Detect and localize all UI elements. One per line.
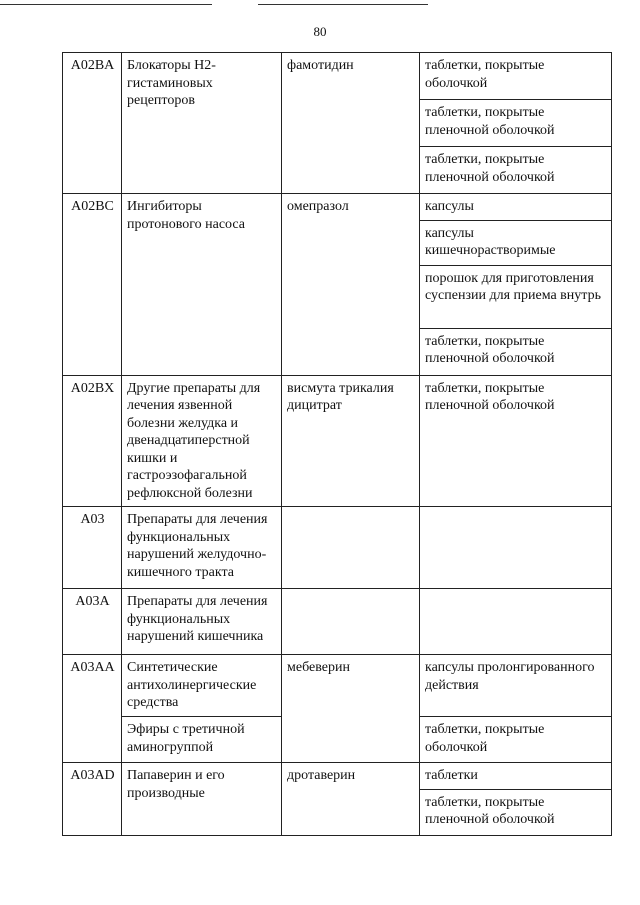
atc-group: Препараты для лечения функциональных нарушений желудочно-кишечного тракта <box>122 507 282 589</box>
atc-code: A03AD <box>63 763 122 836</box>
atc-group: Синтетические антихолинергические средства <box>122 655 282 717</box>
table-row <box>63 53 612 100</box>
atc-group: Ингибиторы протонового насоса <box>122 194 282 376</box>
drug-name: висмута трикалия дицитрат <box>282 375 420 507</box>
atc-group: Блокаторы Н2-гистаминовых рецепторов <box>122 53 282 194</box>
page-number: 80 <box>313 24 327 39</box>
dosage-form: таблетки, покрытые пленочной оболочкой <box>420 147 612 194</box>
atc-group: Препараты для лечения функциональных нарушений кишечника <box>122 589 282 655</box>
dosage-form <box>420 507 612 589</box>
table-row <box>63 507 612 589</box>
atc-code: A02BC <box>63 194 122 376</box>
dosage-form: таблетки, покрытые пленочной оболочкой <box>420 328 612 375</box>
dosage-form: капсулы кишечнорастворимые <box>420 220 612 265</box>
dosage-form: таблетки, покрытые пленочной оболочкой <box>420 789 612 835</box>
drug-name: фамотидин <box>282 53 420 194</box>
atc-code: A03 <box>63 507 122 589</box>
atc-code: A03AA <box>63 655 122 763</box>
atc-group: Папаверин и его производные <box>122 763 282 836</box>
dosage-form: таблетки, покрытые оболочкой <box>420 717 612 763</box>
atc-group: Эфиры с третичной аминогруппой <box>122 717 282 763</box>
atc-code: A02BX <box>63 375 122 507</box>
drug-name: омепразол <box>282 194 420 376</box>
dosage-form: таблетки, покрытые пленочной оболочкой <box>420 100 612 147</box>
table-row <box>63 763 612 790</box>
dosage-form <box>420 589 612 655</box>
table-row <box>63 589 612 655</box>
table-row <box>63 655 612 717</box>
drug-table <box>62 52 612 836</box>
drug-name <box>282 507 420 589</box>
drug-name <box>282 589 420 655</box>
table-row <box>63 375 612 507</box>
dosage-form: таблетки, покрытые пленочной оболочкой <box>420 375 612 507</box>
atc-code: A03A <box>63 589 122 655</box>
table-row <box>63 194 612 221</box>
dosage-form: порошок для приготовления суспензии для приема внутрь <box>420 265 612 328</box>
drug-name: мебеверин <box>282 655 420 763</box>
dosage-form: капсулы <box>420 194 612 221</box>
dosage-form: таблетки, покрытые оболочкой <box>420 53 612 100</box>
top-rule-right <box>258 4 428 5</box>
drug-name: дротаверин <box>282 763 420 836</box>
atc-group: Другие препараты для лечения язвенной болезни желудка и двенадцатиперстной кишки и гастроэзофагальной рефлюксной болезни <box>122 375 282 507</box>
top-rule-left <box>0 4 212 5</box>
dosage-form: капсулы пролонгированного действия <box>420 655 612 717</box>
atc-code: A02BA <box>63 53 122 194</box>
dosage-form: таблетки <box>420 763 612 790</box>
